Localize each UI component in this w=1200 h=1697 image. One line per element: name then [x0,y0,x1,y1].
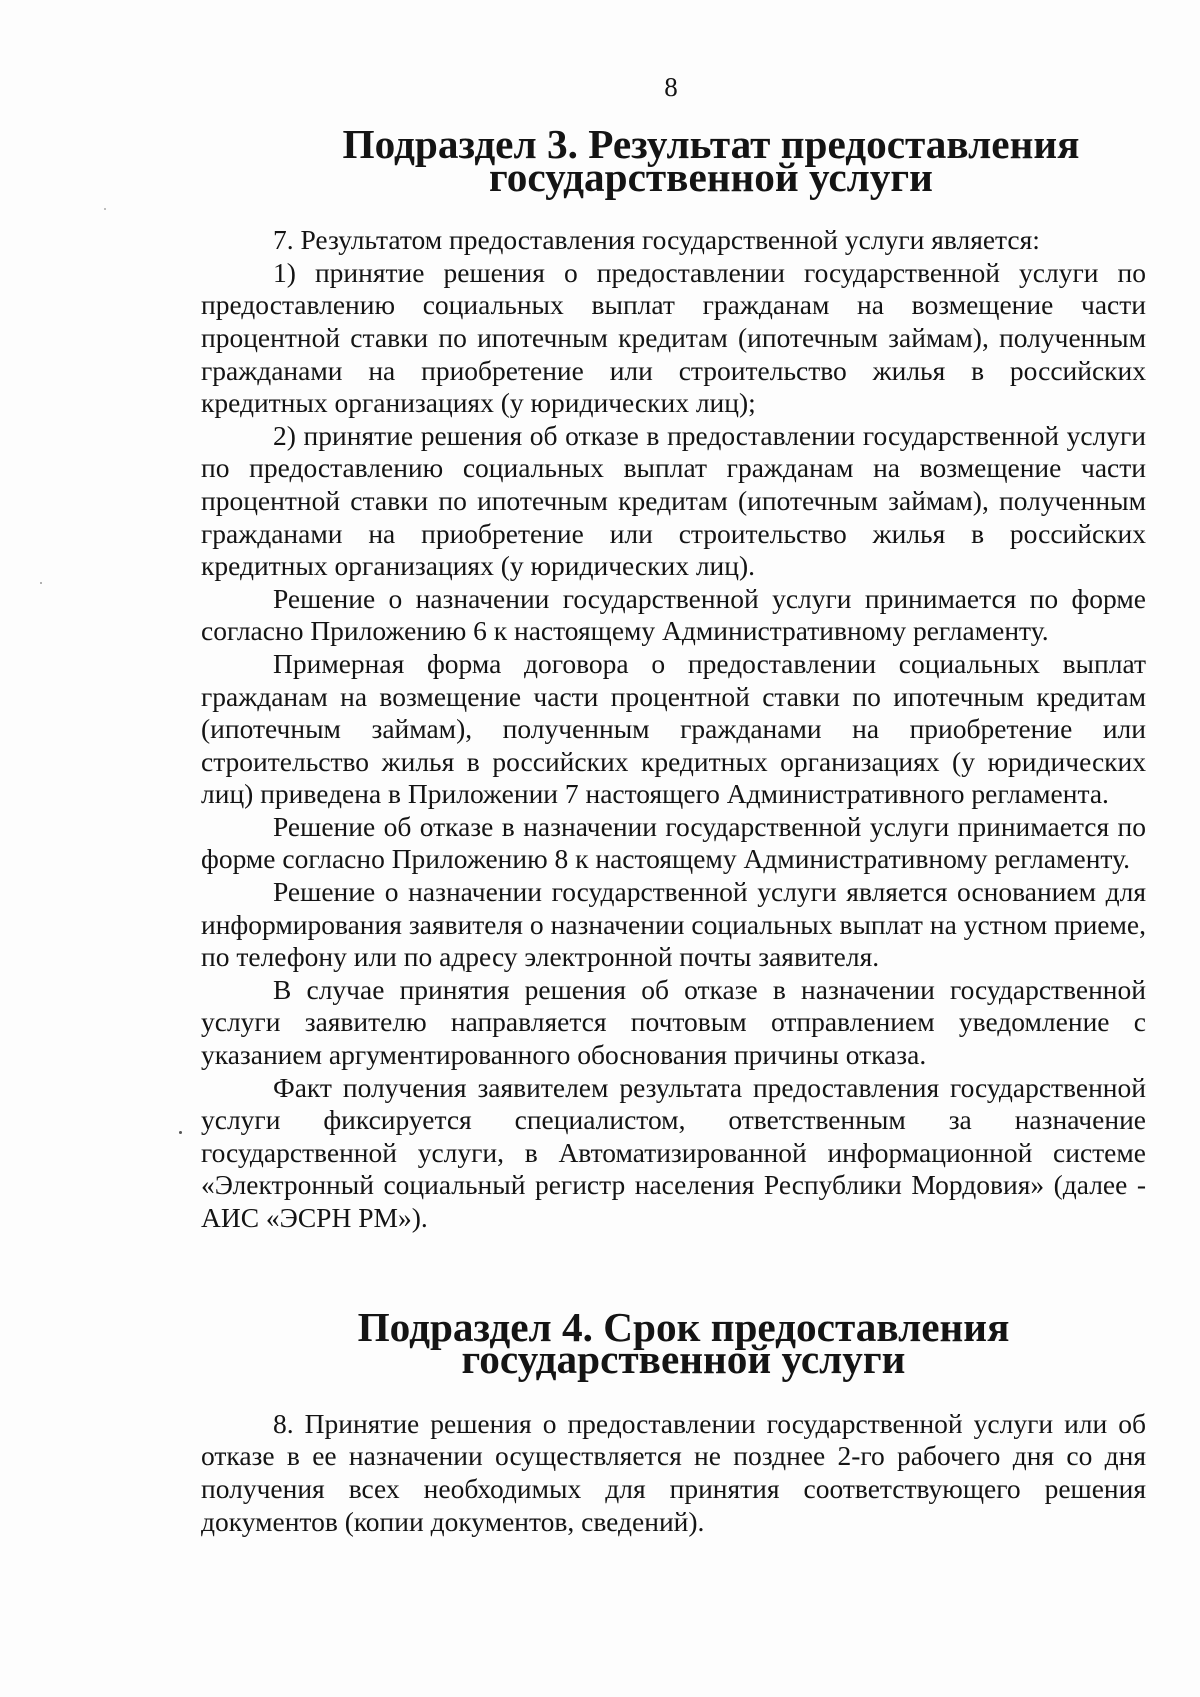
section-3-heading: Подраздел 3. Результат предоставления государственной услуги [342,121,1080,200]
scan-speck [179,1131,182,1134]
scan-speck [40,582,42,584]
paragraph: 2) принятие решения об отказе в предоставлении государственной услуги по предоставлению социальных выплат гражданам на возмещение части процентной ставки по ипотечным кредитам (ипотечным займам), полученным гражданами на приобретение или строительство жилья в российских кредитных организациях (у юридических лиц). [201,419,1146,582]
paragraph: Примерная форма договора о предоставлении социальных выплат гражданам на возмещение части процентной ставки по ипотечным кредитам (ипотечным займам), полученным гражданами на приобретение или строительство жилья в российских кредитных организациях (у юридических лиц) приведена в Приложении 7 настоящего Административного регламента. [201,647,1146,810]
paragraph: 7. Результатом предоставления государственной услуги является: [273,224,1040,256]
paragraph: 1) принятие решения о предоставлении государственной услуги по предоставлению социальных выплат гражданам на возмещение части процентной ставки по ипотечным кредитам (ипотечным займам), полученным гражданами на приобретение или строительство жилья в российских кредитных организациях (у юридических лиц); [201,256,1146,419]
document-body [201,121,1146,1538]
paragraph: Решение о назначении государственной услуги принимается по форме согласно Приложению 6 к настоящему Административному регламенту. [201,582,1146,647]
paragraph: 8. Принятие решения о предоставлении государственной услуги или об отказе в ее назначении осуществляется не позднее 2-го рабочего дня со дня получения всех необходимых для принятия соответствующего решения документов (копии документов, сведений). [201,1407,1146,1537]
scan-speck [104,208,106,210]
section-4-body [201,1408,1146,1538]
section-3-body [201,224,1146,1234]
page-number: 8 [664,72,678,102]
paragraph: Решение о назначении государственной услуги является основанием для информирования заявителя о назначении социальных выплат на устном приеме, по телефону или по адресу электронной почты заявителя. [201,876,1146,973]
section-4-heading: Подраздел 4. Срок предоставления государственной услуги [357,1303,1010,1383]
paragraph: Решение об отказе в назначении государственной услуги принимается по форме согласно Приложению 8 к настоящему Административному регламенту. [201,810,1146,875]
paragraph: Факт получения заявителем результата предоставления государственной услуги фиксируется специалистом, ответственным за назначение государственной услуги, в Автоматизированной информационной системе «Электронный социальный регистр населения Республики Мордовия» (далее - АИС «ЭСРН РМ»). [201,1071,1146,1233]
paragraph: В случае принятия решения об отказе в назначении государственной услуги заявителю направляется почтовым отправлением уведомление с указанием аргументированного обоснования причины отказа. [201,973,1146,1071]
